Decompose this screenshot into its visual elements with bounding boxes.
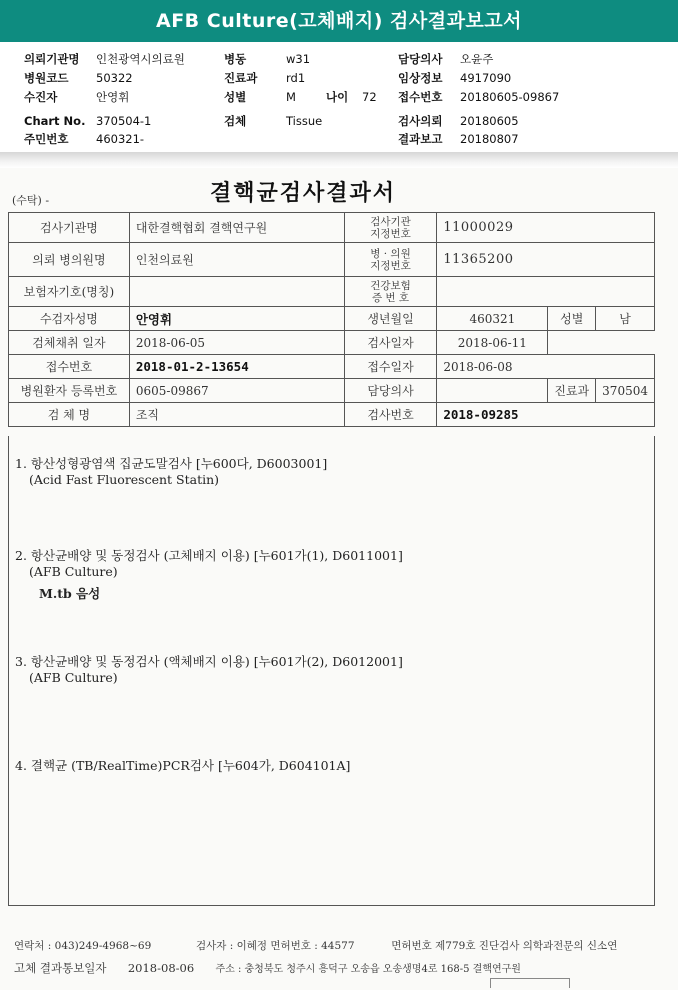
label-department: 진료과 bbox=[224, 71, 258, 85]
section-divider bbox=[0, 152, 678, 168]
value-requesting-institution: 인천광역시의료원 bbox=[96, 52, 185, 66]
value-specimen-name: 조직 bbox=[129, 403, 344, 427]
test-name-en: (Acid Fast Fluorescent Statin) bbox=[29, 472, 220, 487]
test-item-3 bbox=[15, 654, 403, 686]
label-doctor: 담당의사 bbox=[398, 52, 443, 66]
test-results-box bbox=[8, 436, 655, 906]
label-requesting-institution: 의뢰기관명 bbox=[24, 52, 80, 66]
test-item-4 bbox=[15, 758, 350, 774]
value-report-date: 20180807 bbox=[460, 132, 519, 146]
value-gender: 남 bbox=[596, 307, 655, 331]
blank-cell bbox=[548, 331, 655, 355]
test-name: 3. 항산균배양 및 동정검사 (액체배지 이용) [누601가(2), D6012001] bbox=[15, 654, 403, 669]
label-lab-designation: 검사기관 지정번호 bbox=[344, 213, 437, 243]
test-name: 2. 항산균배양 및 동정검사 (고체배지 이용) [누601가(1), D6011001] bbox=[15, 548, 403, 563]
footer-license: 면허번호 제779호 진단검사 의학과전문의 신소연 bbox=[391, 940, 618, 952]
table-row bbox=[9, 379, 655, 403]
value-clinical-info: 4917090 bbox=[460, 71, 512, 85]
value-insurer bbox=[129, 277, 344, 307]
value-attending-doctor bbox=[437, 379, 548, 403]
value-receipt-date: 2018-06-08 bbox=[437, 355, 655, 379]
value-patient-registration: 0605-09867 bbox=[129, 379, 344, 403]
value-lab-name: 대한결핵협회 결핵연구원 bbox=[129, 213, 344, 243]
footer-examiner: 검사자 : 이혜정 면허번호 : 44577 bbox=[195, 940, 355, 952]
table-row bbox=[9, 355, 655, 379]
footer-line-2 bbox=[14, 960, 521, 976]
test-name-en: (AFB Culture) bbox=[29, 564, 118, 579]
test-result: M.tb 음성 bbox=[39, 586, 101, 601]
value-request-date: 20180605 bbox=[460, 114, 519, 128]
test-name: 4. 결핵균 (TB/RealTime)PCR검사 [누604가, D604101A] bbox=[15, 758, 351, 773]
doc-subtitle: (수탁) - bbox=[12, 194, 50, 207]
value-collection-date: 2018-06-05 bbox=[129, 331, 344, 355]
label-hospital-code: 병원코드 bbox=[24, 71, 69, 85]
label-examinee-name: 수검자성명 bbox=[9, 307, 130, 331]
value-patient: 안영휘 bbox=[96, 90, 130, 104]
footer-report-date: 2018-08-06 bbox=[127, 961, 195, 975]
label-age: 나이 bbox=[326, 90, 349, 104]
value-insurance-card bbox=[437, 277, 655, 307]
value-resident-number: 460321- bbox=[96, 132, 145, 146]
info-row-5 bbox=[0, 130, 678, 148]
label-request-date: 검사의뢰 bbox=[398, 114, 443, 128]
label-referring-hospital: 의뢰 병의원명 bbox=[9, 243, 130, 277]
value-hospital-code: 50322 bbox=[96, 71, 133, 85]
label-collection-date: 검체채취 일자 bbox=[9, 331, 130, 355]
label-specimen: 검체 bbox=[224, 114, 247, 128]
label-clinical-info: 임상정보 bbox=[398, 71, 443, 85]
label-test-number: 검사번호 bbox=[344, 403, 437, 427]
label-insurance-card: 건강보험 증 번 호 bbox=[344, 277, 437, 307]
table-row bbox=[9, 277, 655, 307]
label-specimen-name: 검 체 명 bbox=[9, 403, 130, 427]
label-resident-number: 주민번호 bbox=[24, 132, 69, 146]
label-sex: 성별 bbox=[224, 90, 247, 104]
label-attending-doctor: 담당의사 bbox=[344, 379, 437, 403]
value-age: 72 bbox=[362, 90, 377, 104]
label-insurer: 보험자기호(명칭) bbox=[9, 277, 130, 307]
footer-contact: 연락처 : 043)249-4968~69 bbox=[14, 940, 152, 952]
label-ward: 병동 bbox=[224, 52, 247, 66]
value-hospital-designation: 11365200 bbox=[437, 243, 655, 277]
label-report-date: 결과보고 bbox=[398, 132, 443, 146]
test-item-1 bbox=[15, 456, 327, 488]
label-test-date: 검사일자 bbox=[344, 331, 437, 355]
value-ward: w31 bbox=[286, 52, 311, 66]
label-patient: 수진자 bbox=[24, 90, 58, 104]
footer-line-1 bbox=[14, 938, 617, 953]
patient-info-panel bbox=[0, 50, 678, 150]
scanned-result-form bbox=[0, 168, 678, 990]
info-row-2 bbox=[0, 69, 678, 87]
value-clinic-dept: 370504 bbox=[596, 379, 655, 403]
label-lab-name: 검사기관명 bbox=[9, 213, 130, 243]
value-examinee-name: 안영휘 bbox=[129, 307, 344, 331]
value-referring-hospital: 인천의료원 bbox=[129, 243, 344, 277]
label-receipt-date: 접수일자 bbox=[344, 355, 437, 379]
footer-address: 주소 : 충청북도 청주시 흥덕구 오송읍 오송생명4로 168-5 결핵연구원 bbox=[215, 964, 521, 975]
info-row-3 bbox=[0, 88, 678, 106]
label-hospital-designation: 병 · 의원 지정번호 bbox=[344, 243, 437, 277]
stamp-mark bbox=[490, 978, 570, 988]
value-test-date: 2018-06-11 bbox=[437, 331, 548, 355]
value-specimen: Tissue bbox=[286, 114, 323, 128]
value-doctor: 오윤주 bbox=[460, 52, 494, 66]
table-row bbox=[9, 331, 655, 355]
doc-title: 결핵균검사결과서 bbox=[210, 180, 397, 206]
label-accession-number: 접수번호 bbox=[398, 90, 443, 104]
table-row bbox=[9, 213, 655, 243]
info-row-4 bbox=[0, 112, 678, 130]
test-item-2 bbox=[15, 548, 403, 602]
test-name: 1. 항산성형광염색 집균도말검사 [누600다, D6003001] bbox=[15, 456, 328, 471]
value-department: rd1 bbox=[286, 71, 306, 85]
label-clinic-dept: 진료과 bbox=[548, 379, 596, 403]
info-row-1 bbox=[0, 50, 678, 68]
table-row bbox=[9, 307, 655, 331]
value-lab-designation: 11000029 bbox=[437, 213, 655, 243]
label-chart-no: Chart No. bbox=[24, 114, 86, 128]
value-test-number: 2018-09285 bbox=[437, 403, 655, 427]
label-birth-date: 생년월일 bbox=[344, 307, 437, 331]
test-name-en: (AFB Culture) bbox=[29, 670, 118, 685]
label-patient-registration: 병원환자 등록번호 bbox=[9, 379, 130, 403]
label-gender: 성별 bbox=[548, 307, 596, 331]
form-table bbox=[8, 212, 655, 427]
footer-report-label: 고체 결과통보일자 bbox=[14, 961, 107, 975]
value-sex: M bbox=[286, 90, 296, 104]
value-chart-no: 370504-1 bbox=[96, 114, 152, 128]
table-row bbox=[9, 243, 655, 277]
report-title: AFB Culture(고체배지) 검사결과보고서 bbox=[0, 0, 678, 42]
value-receipt-number: 2018-01-2-13654 bbox=[129, 355, 344, 379]
value-accession-number: 20180605-09867 bbox=[460, 90, 560, 104]
label-receipt-number: 접수번호 bbox=[9, 355, 130, 379]
value-birth-date: 460321 bbox=[437, 307, 548, 331]
table-row bbox=[9, 403, 655, 427]
